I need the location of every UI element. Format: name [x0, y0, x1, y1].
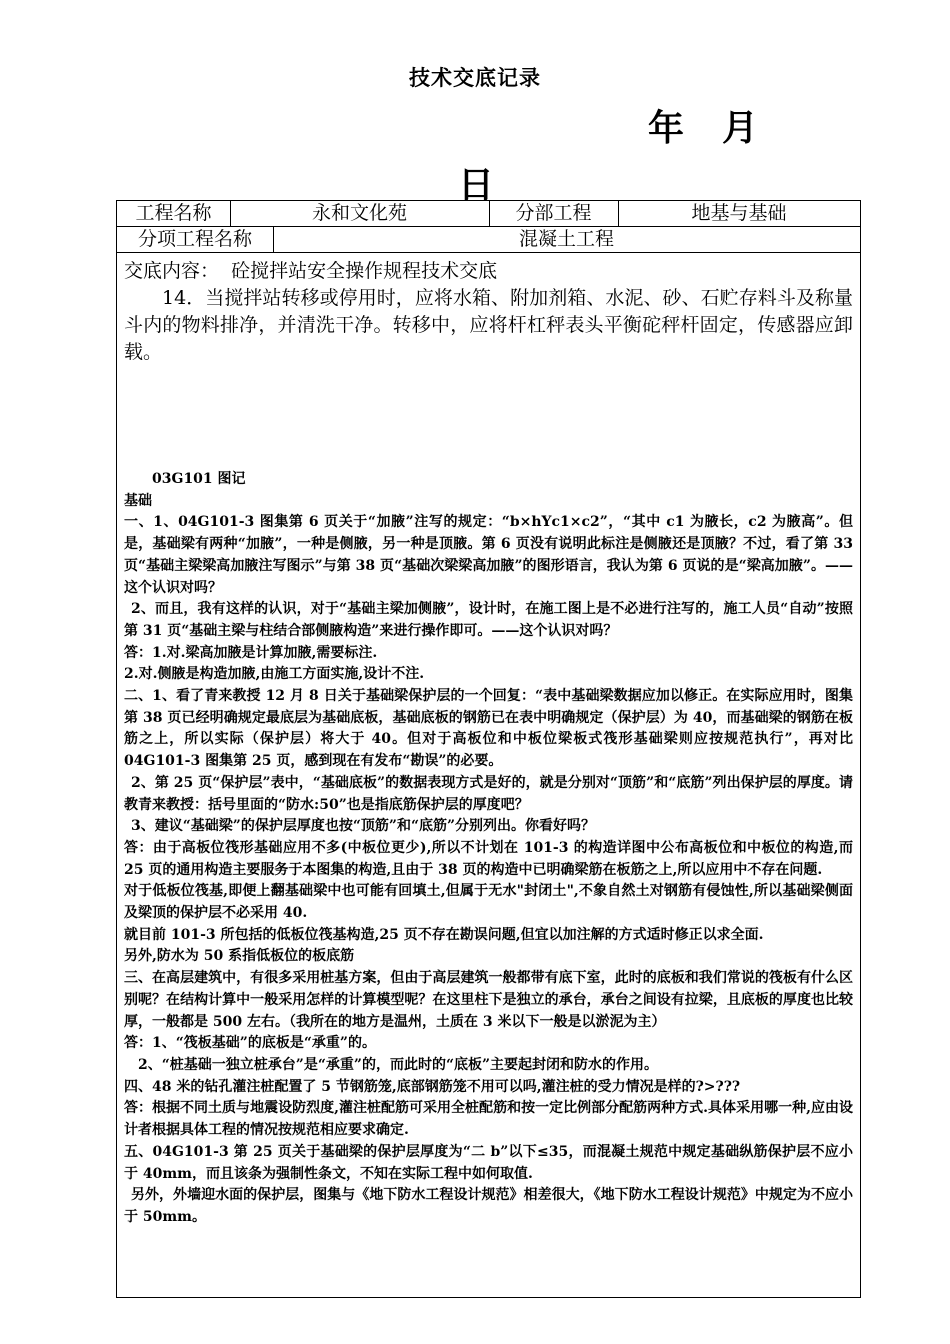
record-table [116, 200, 861, 1298]
notes-paragraph: 基础 [124, 492, 152, 509]
notes-paragraph: 二、1、看了青来教授 12 月 8 日关于基础梁保护层的一个回复：“表中基础梁数据应加以修正。在实际应用时，图集第 38 页已经明确规定最底层为基础底板，基础底板的钢筋已在表中明确规定（保护层）为 40，而基础梁的钢筋在板筋之上，所以实际（保护层）将大于 40。但对于高板位和中板位梁板式筏形基础梁则应按规范执行”，再对比 04G101-3 图集第 25 页，感到现在有发布“勘误”的必要。 [124, 688, 853, 770]
notes-paragraph: 答：由于高板位筏形基础应用不多(中板位更少),所以不计划在 101-3 的构造详图中公布高板位和中板位的构造,而 25 页的通用构造主要服务于本图集的构造,且由于 38 页的构造中已明确梁筋在板筋之上,所以应用中不存在问题. [124, 839, 853, 878]
notes-paragraph: 答：根据不同土质与地震设防烈度,灌注桩配筋可采用全桩配筋和按一定比例部分配筋两种方式.具体采用哪一种,应由设计者根据具体工程的情况按规范相应要求确定. [124, 1100, 853, 1139]
date-day-char: 日 [458, 165, 495, 206]
disclosure-line [124, 258, 853, 285]
division-value: 地基与基础 [691, 202, 787, 224]
disclosure-label: 交底内容： [124, 260, 220, 282]
disclosure-subject: 砼搅拌站安全操作规程技术交底 [231, 260, 498, 282]
project-value: 永和文化苑 [230, 201, 490, 226]
date-year-month [648, 100, 760, 151]
notes-paragraph: 2、“桩基础一独立桩承台”是“承重”的，而此时的“底板”主要起封闭和防水的作用。 [138, 1056, 659, 1073]
table-row-subitem [117, 227, 860, 253]
notes-paragraph: 一、1、04G101-3 图集第 6 页关于“加腋”注写的规定：“b×hYc1×c2”，“其中 c1 为腋长，c2 为腋高”。但是，基础梁有两种“加腋”，一种是侧腋，另一种是顶腋。第 6 页没有说明此标注是侧腋还是顶腋？不过，看了第 33 页“基础主梁梁高加腋注写图示”与第 38 页“基础次梁梁高加腋”的图形语言，我认为第 6 页说的是“梁高加腋”。——这个认识对吗？ [124, 514, 853, 596]
disclosure-item-14: 14．当搅拌站转移或停用时，应将水箱、附加剂箱、水泥、砂、石贮存料斗及称量斗内的物料排净，并清洗干净。转移中，应将杆杠秤表头平衡砣秤杆固定，传感器应卸载。 [124, 287, 853, 363]
date-month-char: 月 [722, 108, 761, 149]
notes-paragraph: 四、48 米的钻孔灌注桩配置了 5 节钢筋笼,底部钢筋笼不用可以吗,灌注桩的受力情况是样的?>??? [124, 1078, 741, 1095]
subitem-label: 分项工程名称 [117, 227, 274, 252]
notes-paragraph: 2.对.侧腋是构造加腋,由施工方面实施,设计不注. [124, 666, 425, 683]
notes-paragraph: 五、04G101-3 第 25 页关于基础梁的保护层厚度为“二 b”以下≤35，而混凝土规范中规定基础纵筋保护层不应小于 40mm，而且该条为强制性条文，不知在实际工程中如何取值. [124, 1143, 853, 1182]
table-row-project [117, 201, 860, 227]
notes-paragraph: 就目前 101-3 所包括的低板位筏基构造,25 页不存在勘误问题,但宜以加注解的方式适时修正以求全面. [124, 926, 764, 943]
notes-paragraph: 答：1.对.梁高加腋是计算加腋,需要标注. [124, 644, 378, 661]
notes-heading: 03G101 图记 [152, 471, 246, 487]
notes-paragraph: 另外,防水为 50 系指低板位的板底筋 [124, 948, 355, 965]
subitem-value: 混凝土工程 [518, 228, 614, 250]
disclosure-content [124, 258, 853, 1229]
notes-section [124, 469, 853, 1229]
notes-paragraph: 2、第 25 页“保护层”表中，“基础底板”的数据表现方式是好的，就是分别对“顶筋”和“底筋”列出保护层的厚度。请教青来教授：括号里面的“防水:50”也是指底筋保护层的厚度吧？ [124, 774, 853, 813]
notes-paragraph: 3、建议“基础梁”的保护层厚度也按“顶筋”和“底筋”分别列出。你看好吗？ [131, 818, 596, 835]
division-label: 分部工程 [489, 201, 619, 226]
project-label: 工程名称 [117, 201, 231, 226]
document-title: 技术交底记录 [409, 66, 541, 90]
notes-paragraph: 三、在高层建筑中，有很多采用桩基方案，但由于高层建筑一般都带有底下室，此时的底板和我们常说的筏板有什么区别呢？在结构计算中一般采用怎样的计算模型呢？在这里柱下是独立的承台，承台之间设有拉梁，且底板的厚度也比较厚，一般都是 500 左右。（我所在的地方是温州，土质在 3 米以下一般是以淤泥为主） [124, 970, 853, 1030]
notes-paragraph: 答：1、“筏板基础”的底板是“承重”的。 [124, 1035, 376, 1052]
notes-paragraph: 2、而且，我有这样的认识，对于“基础主梁加侧腋”，设计时，在施工图上是不必进行注写的，施工人员“自动”按照第 31 页“基础主梁与柱结合部侧腋构造”来进行操作即可。——这个认识对吗？ [124, 601, 853, 639]
notes-paragraph: 另外，外墙迎水面的保护层，图集与《地下防水工程设计规范》相差很大，《地下防水工程设计规范》中规定为不应小于 50mm。 [124, 1187, 853, 1225]
date-year-char: 年 [648, 108, 687, 149]
notes-paragraph: 对于低板位筏基,即便上翻基础梁中也可能有回填土,但属于无水"封闭土",不象自然土对钢筋有侵蚀性,所以基础梁侧面及梁顶的保护层不必采用 40. [124, 883, 853, 922]
